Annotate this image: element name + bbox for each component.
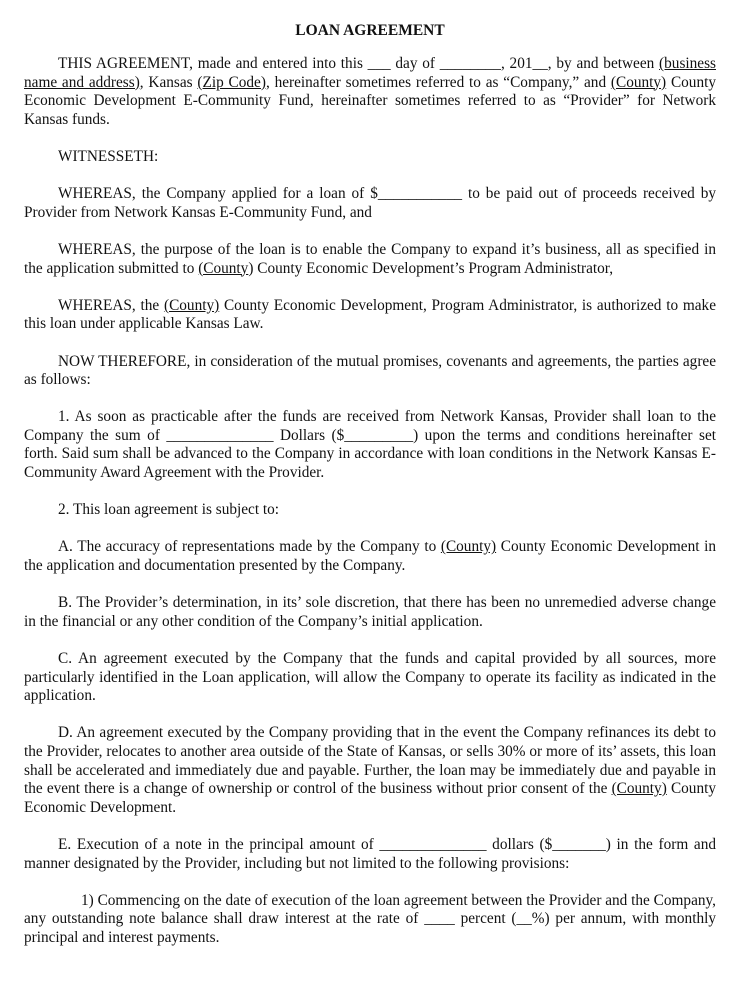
now-therefore-paragraph: NOW THEREFORE, in consideration of the mutual promises, covenants and agreements, the parties agree as follows: [24, 352, 716, 389]
business-name-placeholder: (business name and address) [24, 55, 716, 91]
whereas-text: County Economic Development, Program Administrator, is authorized to make this loan under applicable Kansas Law. [24, 296, 716, 333]
zip-code-placeholder: (Zip Code) [197, 73, 266, 91]
county-placeholder: (County) [163, 296, 220, 314]
county-placeholder: (County) [611, 780, 667, 798]
intro-text: , hereinafter sometimes referred to as “Company,” and [265, 73, 611, 91]
clause-1-paragraph: 1. As soon as practicable after the funds are received from Network Kansas, Provider shall loan to the Company the sum of ______________ Dollars ($_________) upon the terms and conditions hereinafter set forth. Said sum shall be advanced to the Company in accordance with loan conditions in the Network Kansas E-Community Award Agreement with the Provider. [24, 408, 716, 482]
whereas-text: WHEREAS, the [58, 296, 164, 314]
county-placeholder: (County) [440, 538, 497, 556]
clause-b-paragraph: B. The Provider’s determination, in its’ sole discretion, that there has been no unremedied adverse change in the financial or any other condition of the Company’s initial application. [24, 594, 716, 630]
intro-text: THIS AGREEMENT, made and entered into this ___ day of ________, 201__, by and between [58, 55, 660, 72]
clause-a-paragraph [24, 538, 716, 575]
whereas-paragraph-3 [24, 297, 716, 334]
clause-e-paragraph: E. Execution of a note in the principal amount of ______________ dollars ($_______) in the form and manner designated by the Provider, including but not limited to the following provisions: [24, 835, 716, 872]
witnesseth-heading: WITNESSETH: [58, 147, 159, 165]
whereas-text: WHEREAS, the purpose of the loan is to enable the Company to expand it’s business, all as specified in the application submitted to [24, 240, 716, 277]
clause-text: County Economic Development in the application and documentation presented by the Company. [24, 538, 716, 575]
whereas-text: ) County Economic Development’s Program Administrator, [248, 259, 614, 277]
county-placeholder: (County [198, 259, 249, 277]
clause-text: D. An agreement executed by the Company providing that in the event the Company refinances its debt to the Provider, relocates to another area outside of the State of Kansas, or sells 30% or more of its’ assets, this loan shall be accelerated and immediately due and payable. Further, the loan may be immediately due and payable in the event there is a change of ownership or control of the business without prior consent of the [24, 724, 716, 798]
whereas-paragraph-2 [24, 241, 716, 278]
whereas-paragraph-1: WHEREAS, the Company applied for a loan of $___________ to be paid out of proceeds received by Provider from Network Kansas E-Community Fund, and [24, 185, 716, 221]
clause-d-paragraph [24, 724, 716, 817]
intro-text: County Economic Development E-Community Fund, hereinafter sometimes referred to as “Provider” for Network Kansas funds. [24, 73, 717, 128]
clause-c-paragraph: C. An agreement executed by the Company that the funds and capital provided by all sources, more particularly identified in the Loan application, will allow the Company to operate its facility as indicated in the application. [24, 650, 716, 705]
intro-paragraph [24, 55, 716, 129]
county-placeholder: (County) [610, 73, 667, 91]
document-page [24, 18, 716, 966]
clause-2-paragraph: 2. This loan agreement is subject to: [58, 501, 280, 519]
intro-text: , Kansas [139, 73, 198, 91]
clause-e1-paragraph: 1) Commencing on the date of execution of the loan agreement between the Provider and the Company, any outstanding note balance shall draw interest at the rate of ____ percent (__%) per annum, with monthly principal and interest payments. [24, 891, 716, 946]
clause-text: County Economic Development. [24, 780, 716, 816]
document-title: LOAN AGREEMENT [295, 22, 445, 39]
clause-text: A. The accuracy of representations made by the Company to [58, 538, 441, 556]
